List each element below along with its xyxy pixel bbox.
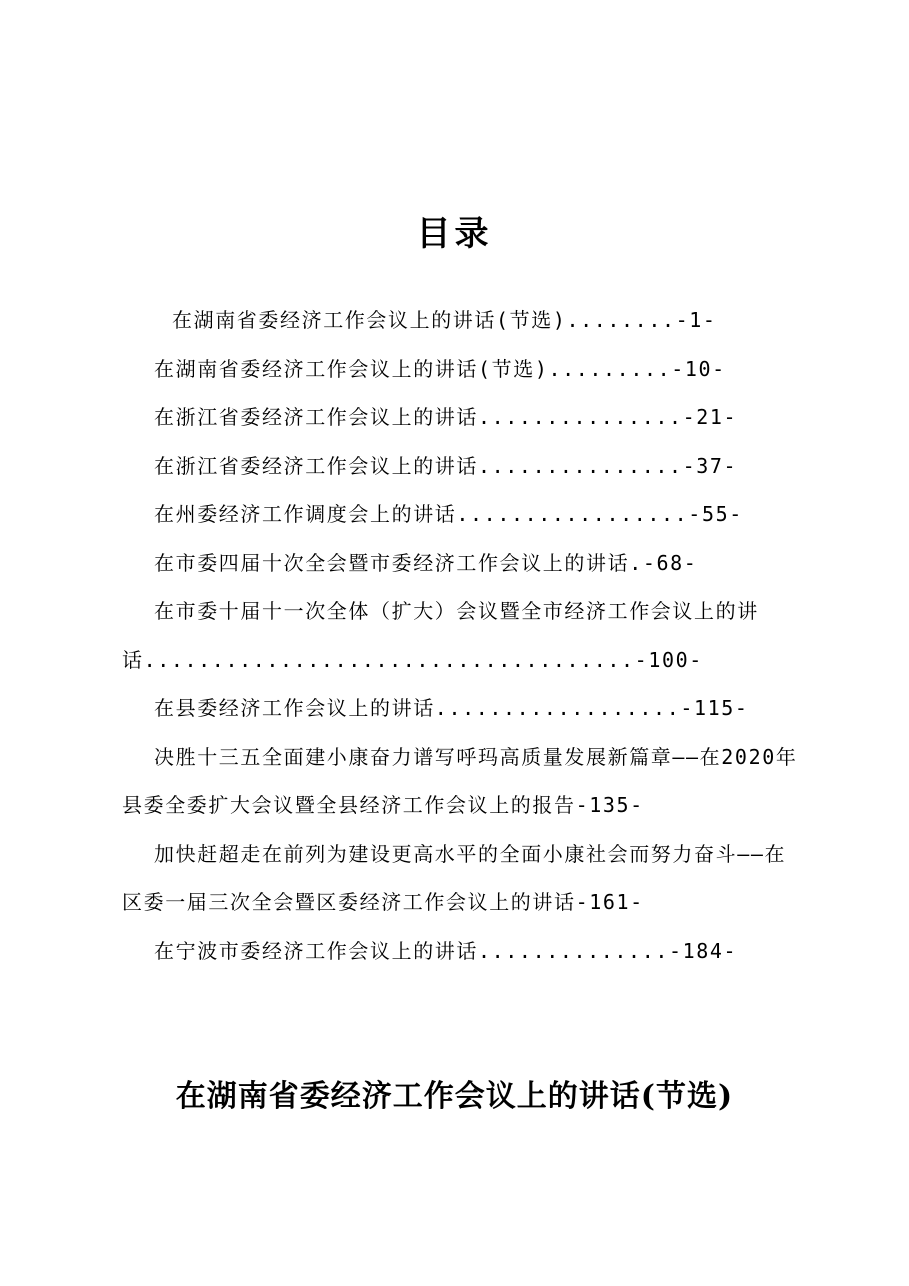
toc-entry[interactable]: 在县委经济工作会议上的讲话..................-115-	[154, 696, 749, 720]
toc-entry[interactable]: 在市委十届十一次全体（扩大）会议暨全市经济工作会议上的讲话....................................-100-	[122, 599, 759, 672]
section-heading: 在湖南省委经济工作会议上的讲话(节选)	[175, 1079, 734, 1114]
table-of-contents	[122, 296, 802, 975]
toc-entry[interactable]: 在湖南省委经济工作会议上的讲话(节选).........-10-	[154, 356, 726, 381]
toc-entry[interactable]: 在市委四届十次全会暨市委经济工作会议上的讲话.-68-	[154, 550, 698, 575]
toc-entry[interactable]: 在湖南省委经济工作会议上的讲话(节选)........-1-	[172, 308, 717, 332]
toc-entry[interactable]: 在宁波市委经济工作会议上的讲话..............-184-	[154, 938, 738, 963]
toc-entry[interactable]: 加快赶超走在前列为建设更高水平的全面小康社会而努力奋斗——在区委一届三次全会暨区委经济工作会议上的讲话-161-	[122, 841, 787, 914]
toc-entry[interactable]: 决胜十三五全面建小康奋力谱写呼玛高质量发展新篇章——在2020年县委全委扩大会议暨全县经济工作会议上的报告-135-	[122, 744, 798, 817]
toc-entry[interactable]: 在州委经济工作调度会上的讲话.................-55-	[154, 502, 743, 526]
toc-entry[interactable]: 在浙江省委经济工作会议上的讲话...............-37-	[154, 453, 738, 478]
toc-title: 目录	[416, 214, 493, 254]
toc-entry[interactable]: 在浙江省委经济工作会议上的讲话...............-21-	[154, 405, 738, 429]
